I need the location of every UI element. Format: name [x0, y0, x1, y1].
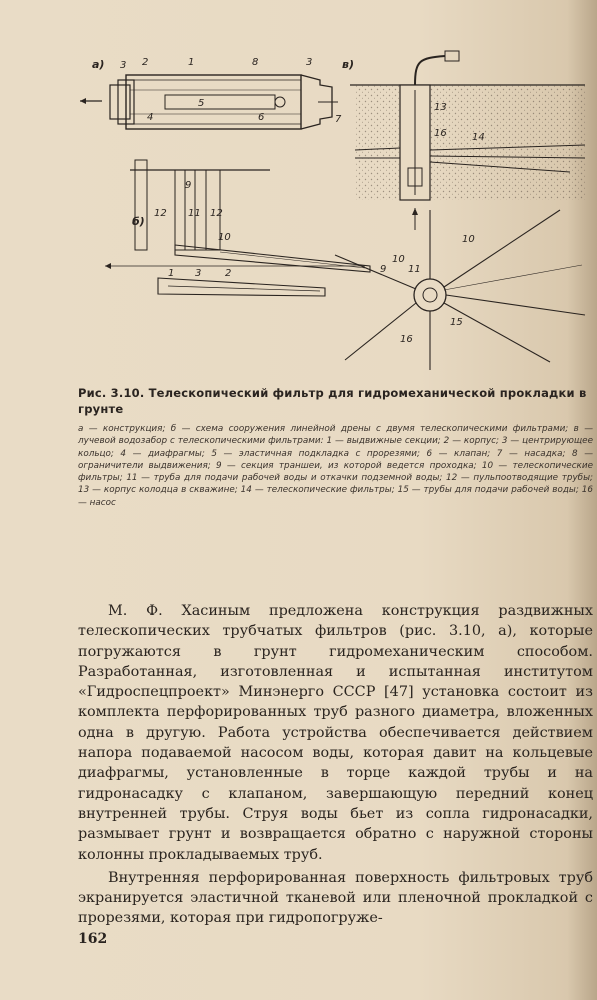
callout-b-2: 12	[154, 208, 167, 219]
panel-b-drain	[105, 160, 370, 296]
callout-b-6: 1	[168, 268, 175, 279]
callout-a-8: 6	[258, 112, 265, 123]
figure-3-10	[70, 40, 590, 375]
callout-b-7: 3	[195, 268, 202, 279]
paragraph: М. Ф. Хасиным предложена конструкция раздвижных телескопических трубчатых фильтров (рис. 3.10, а), которые погружаются в грунт гидромеханическим способом. Разработанная, изготовленная и испытанная институтом «Гидроспецпроект» Минэнерго СССР [47] установка состоит из комплекта перфорированных труб разного диаметра, вложенных одна в другую. Работа устройства обеспечивается действием напора подаваемой насосом воды, которая давит на кольцевые диафрагмы, установленные в торце каждой трубы и на гидронасадку с клапаном, завершающую передний конец внутренней трубы. Струя воды бьет из сопла гидронасадки, размывает грунт и возвращается обратно с наружной стороны колонны прокладываемых труб.	[78, 603, 593, 863]
panel-label-v: в)	[342, 58, 354, 71]
figure-drawing	[70, 40, 590, 375]
panel-v-radial-collector	[335, 210, 585, 370]
callout-a-4: 8	[252, 57, 259, 68]
callout-v-4: 10	[462, 234, 475, 245]
callout-a-7: 5	[198, 98, 205, 109]
callout-v-3: 14	[472, 132, 485, 143]
page-number: 162	[78, 931, 108, 947]
callout-v-9: 16	[400, 334, 413, 345]
figure-caption-title: Рис. 3.10. Телескопический фильтр для гидромеханической прокладки в грунте	[78, 386, 587, 416]
panel-label-a: а)	[92, 58, 105, 71]
paragraph: Внутренняя перфорированная поверхность фильтровых труб экранируется эластичной тканевой или пленочной прокладкой с прорезями, которая при гидропогруже-	[78, 869, 593, 927]
callout-v-6: 10	[392, 254, 405, 265]
callout-b-3: 11	[188, 208, 201, 219]
callout-b-1: 9	[185, 180, 192, 191]
figure-caption-legend: а — конструкция; б — схема сооружения линейной дрены с двумя телескопическими фильтрами; в — лучевой водозабор с телескопическими фильтрами: 1 — выдвижные секции; 2 — корпус; 3 — центрирующее кольцо; 4 — диафрагмы; 5 — эластичная подкладка с прорезями; 6 — клапан; 7 — насадка; 8 — ограничители выдвижения; 9 — секция траншеи, из которой ведется проходка; 10 — телескопические фильтры; 11 — труба для подачи рабочей воды и откачки подземной воды; 12 — пульпоотводящие трубы; 13 — корпус колодца в скважине; 14 — телескопические фильтры; 15 — трубы для подачи рабочей воды; 16 — насос	[78, 424, 593, 508]
callout-v-5: 9	[380, 264, 387, 275]
callout-a-6: 4	[147, 112, 154, 123]
callout-a-5: 3	[306, 57, 313, 68]
callout-v-2: 16	[434, 128, 447, 139]
callout-v-7: 11	[408, 264, 421, 275]
callout-a-1: 3	[120, 60, 127, 71]
callout-b-8: 2	[225, 268, 232, 279]
panel-label-b: б)	[132, 215, 145, 228]
callout-v-1: 13	[434, 102, 447, 113]
callout-a-2: 2	[142, 57, 149, 68]
body-text	[78, 601, 593, 929]
callout-b-4: 12	[210, 208, 223, 219]
callout-a-3: 1	[188, 57, 195, 68]
panel-a-construction	[80, 75, 338, 129]
panel-v-well	[350, 51, 585, 230]
callout-b-5: 10	[218, 232, 231, 243]
callout-v-8: 15	[450, 317, 463, 328]
callout-a-9: 7	[335, 114, 342, 125]
